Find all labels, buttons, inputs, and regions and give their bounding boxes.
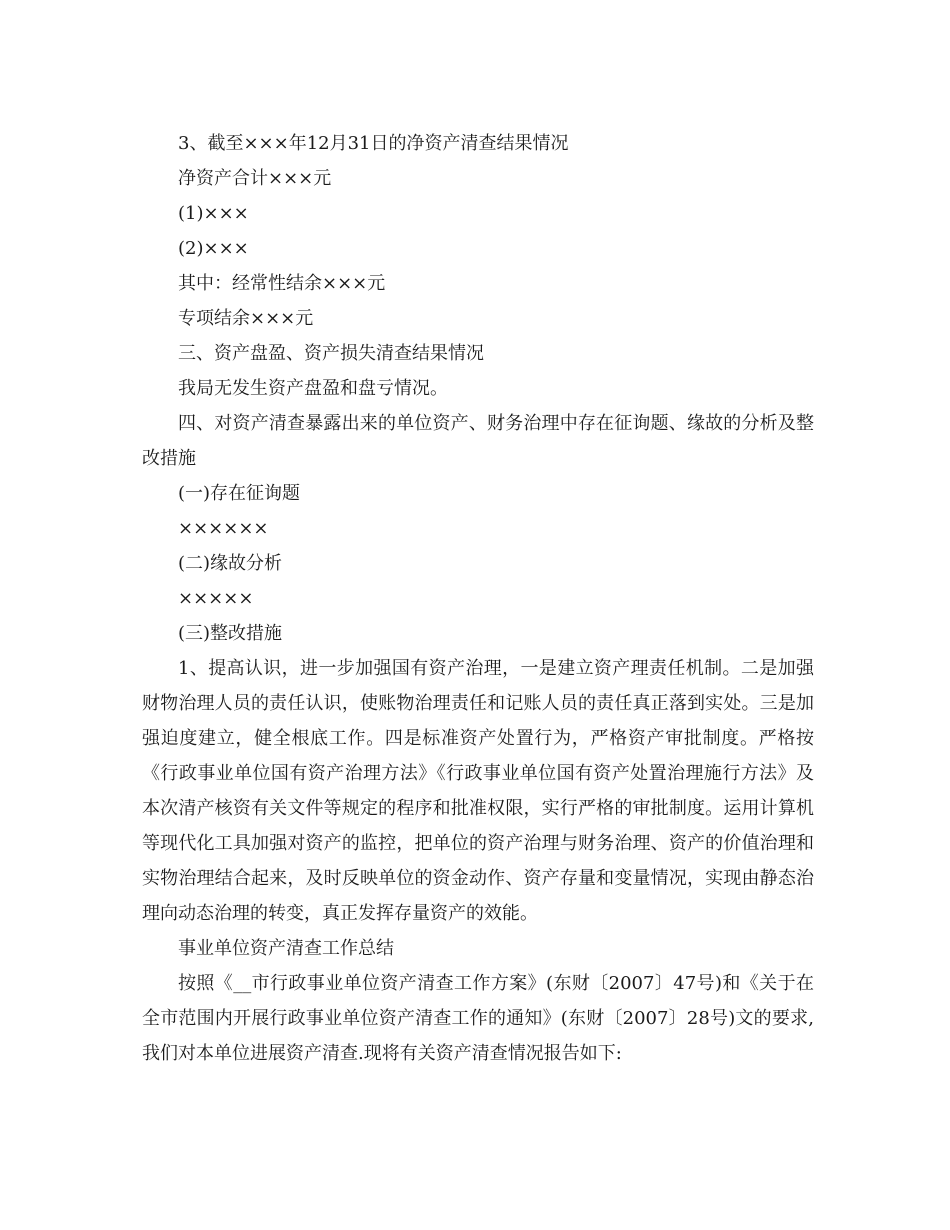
subsection-problems: (一)存在征询题 <box>178 483 301 504</box>
measures-paragraph: 1、提高认识，进一步加强国有资产治理，一是建立资产理责任机制。二是加强财物治理人员的责任认识，使账物治理责任和记账人员的责任真正落到实处。三是加强迫度建立，健全根底工作。四是标准资产处置行为，严格资产审批制度。严格按《行政事业单位国有资产治理方法》《行政事业单位国有资产处置治理施行方法》及本次清产核资有关文件等规定的程序和批准权限，实行严格的审批制度。运用计算机等现代化工具加强对资产的监控，把单位的资产治理与财务治理、资产的价值治理和实物治理结合起来，及时反映单位的资金动作、资产存量和变量情况，实现由静态治理向动态治理的转变，真正发挥存量资产的效能。 <box>142 658 814 924</box>
subsection-causes-text: ××××× <box>178 588 254 609</box>
document-body <box>142 126 814 1071</box>
summary-paragraph: 按照《__市行政事业单位资产清查工作方案》(东财〔2007〕47号)和《关于在全市范围内开展行政事业单位资产清查工作的通知》(东财〔2007〕28号)文的要求,我们对本单位进展资产清查.现将有关资产清查情况报告如下: <box>142 973 814 1064</box>
section-three-text: 我局无发生资产盘盈和盘亏情况。 <box>178 378 448 399</box>
subsection-causes: (二)缘故分析 <box>178 553 283 574</box>
net-assets-item-1: (1)××× <box>178 203 249 224</box>
summary-title: 事业单位资产清查工作总结 <box>178 938 394 959</box>
net-assets-total: 净资产合计×××元 <box>178 168 332 189</box>
regular-surplus: 其中：经常性结余×××元 <box>178 273 386 294</box>
net-assets-item-2: (2)××× <box>178 238 249 259</box>
subsection-problems-text: ×××××× <box>178 518 269 539</box>
section-three-heading: 三、资产盘盈、资产损失清查结果情况 <box>178 343 484 364</box>
section-four-heading: 四、对资产清查暴露出来的单位资产、财务治理中存在征询题、缘故的分析及整改措施 <box>142 413 814 469</box>
special-surplus: 专项结余×××元 <box>178 308 314 329</box>
net-assets-heading: 3、截至×××年12月31日的净资产清查结果情况 <box>178 133 569 154</box>
subsection-measures: (三)整改措施 <box>178 623 283 644</box>
